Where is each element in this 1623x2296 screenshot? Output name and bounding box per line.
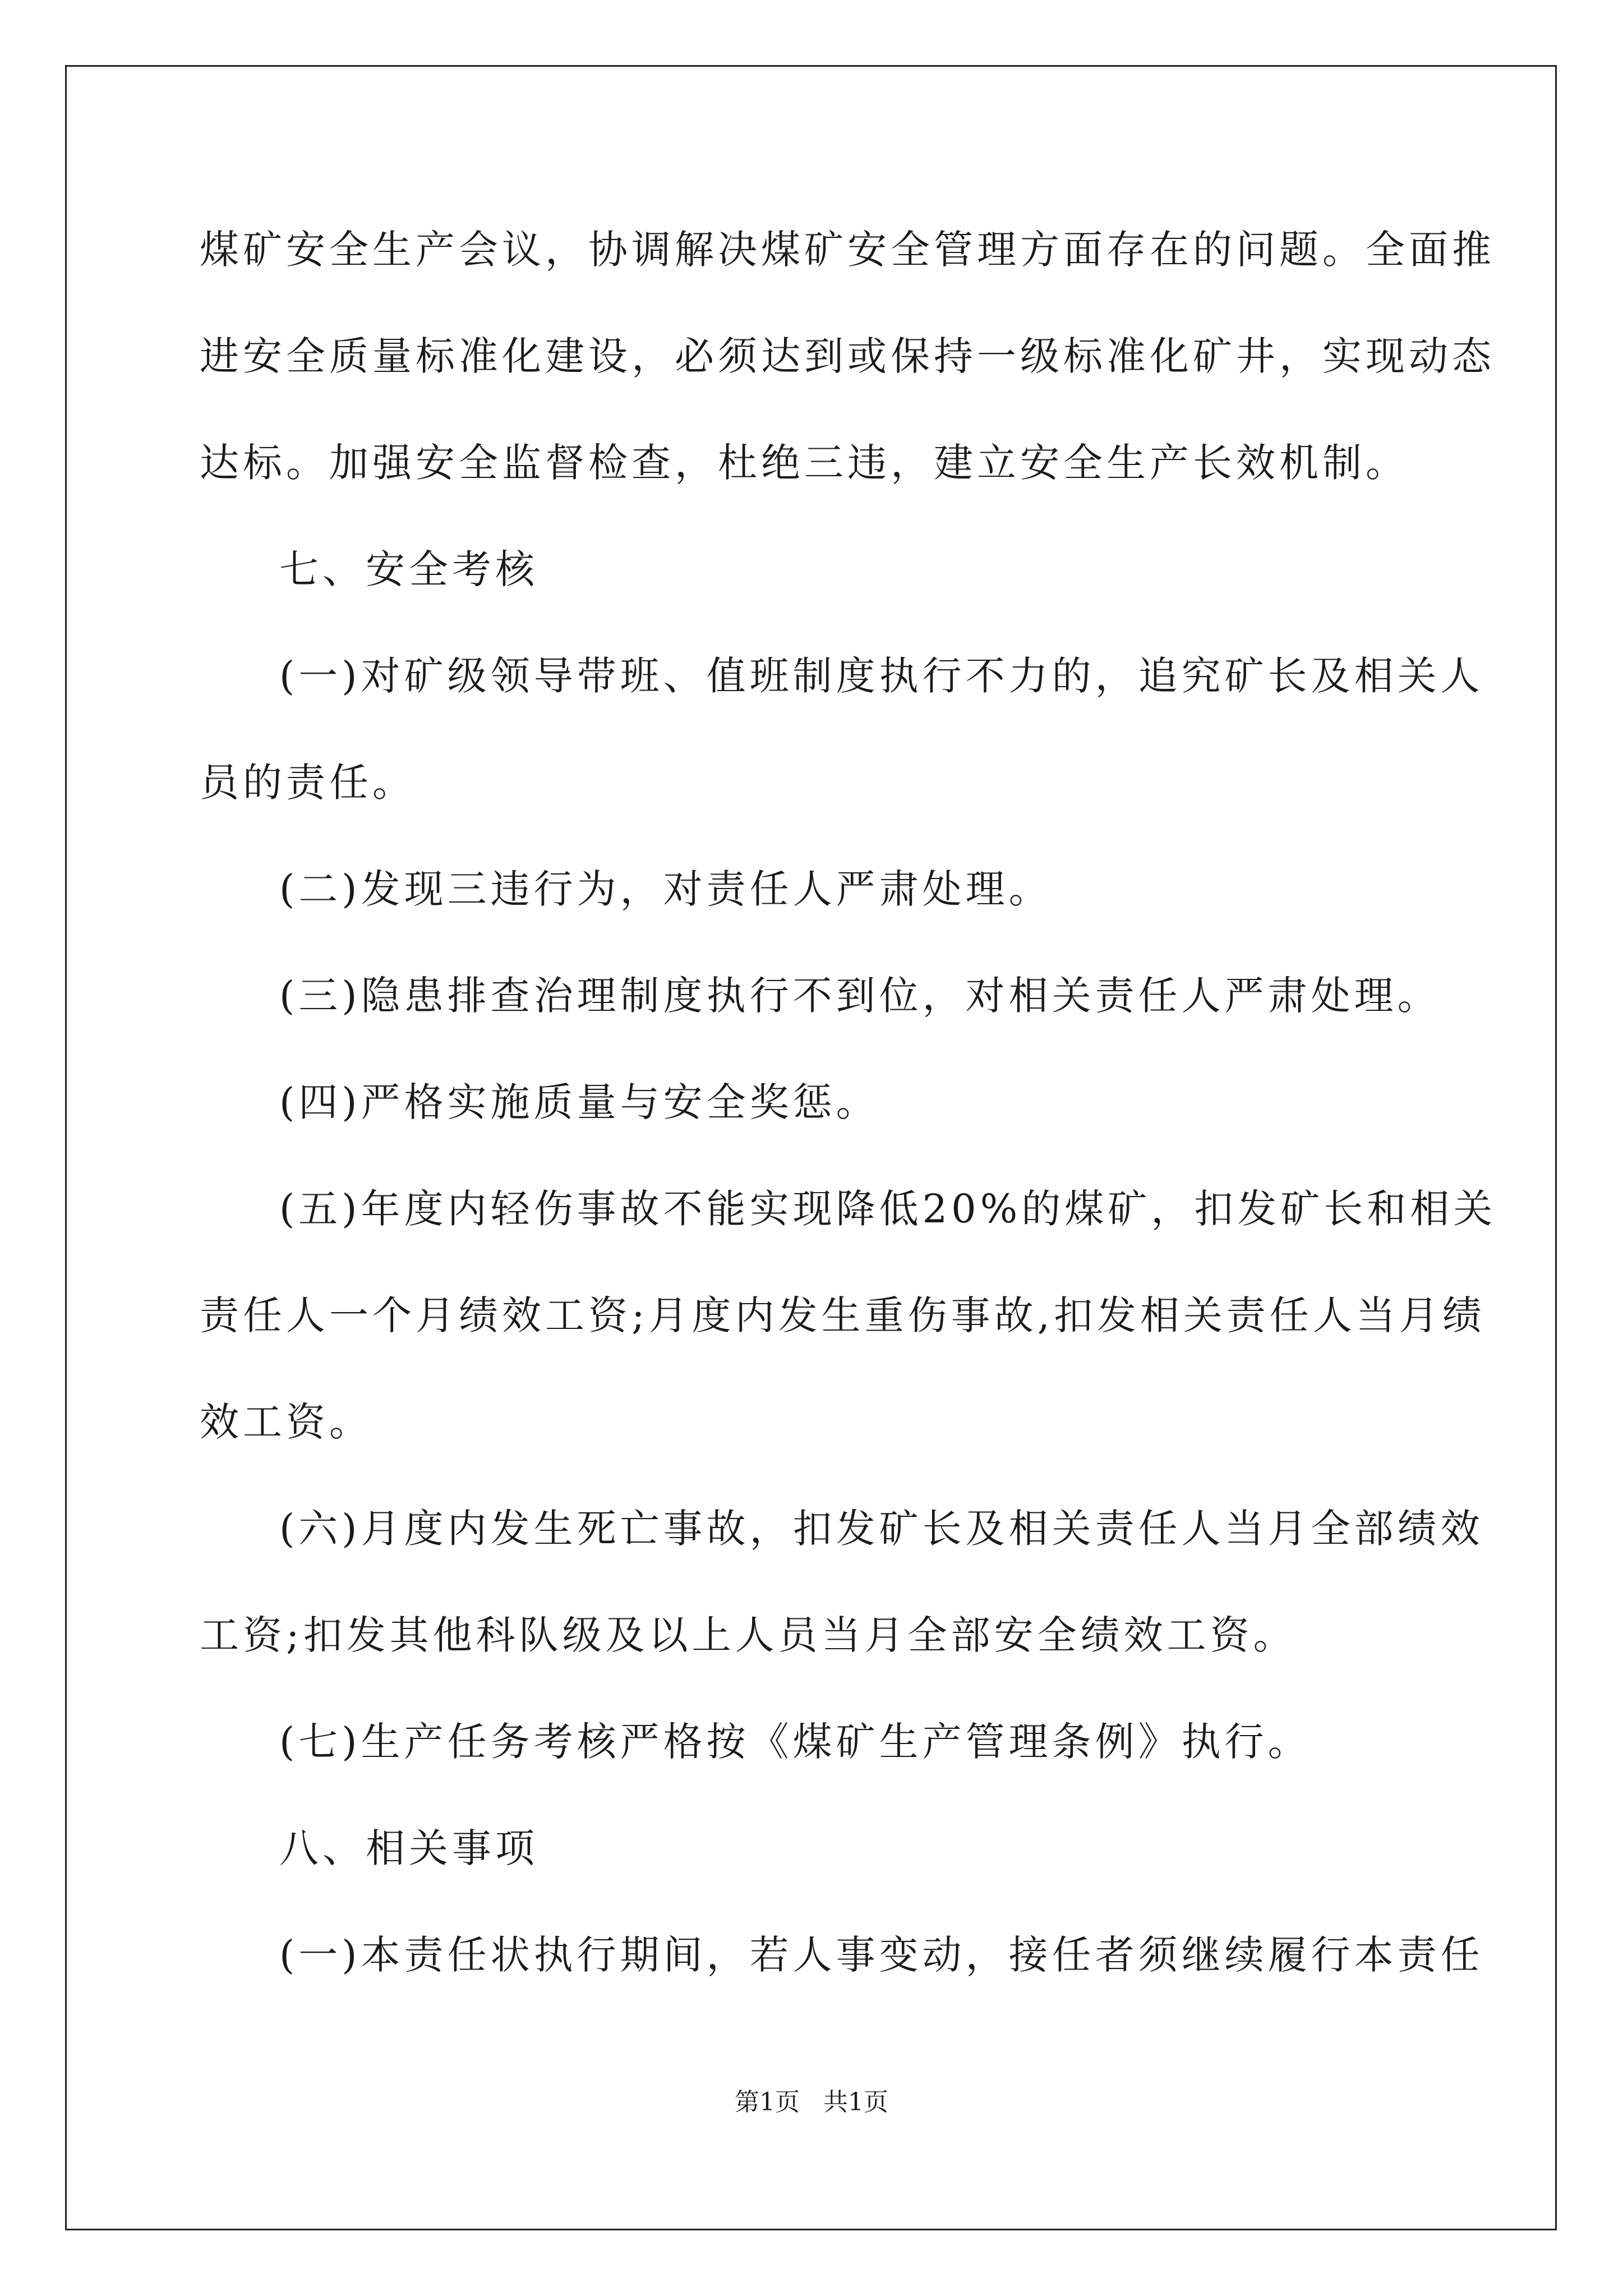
text-line: (七)生产任务考核严格按《煤矿生产管理条例》执行。 — [279, 1719, 1311, 1765]
text-line: (三)隐患排查治理制度执行不到位，对相关责任人严肃处理。 — [279, 973, 1441, 1019]
section-heading: 七、安全考核 — [279, 546, 538, 592]
text-line: (五)年度内轻伤事故不能实现降低20%的煤矿，扣发矿长和相关 — [279, 1186, 1497, 1232]
total-pages: 共1页 — [823, 2088, 888, 2116]
text-line: (六)月度内发生死亡事故，扣发矿长及相关责任人当月全部绩效 — [279, 1506, 1484, 1552]
text-line: 效工资。 — [200, 1399, 372, 1445]
text-line: (二)发现三违行为，对责任人严肃处理。 — [279, 866, 1052, 912]
text-line: 进安全质量标准化建设，必须达到或保持一级标准化矿井，实现动态 — [200, 333, 1495, 379]
page-footer — [0, 2086, 1623, 2119]
text-line: 责任人一个月绩效工资;月度内发生重伤事故,扣发相关责任人当月绩 — [200, 1292, 1486, 1338]
text-line: 工资;扣发其他科队级及以上人员当月全部安全绩效工资。 — [200, 1612, 1297, 1658]
text-line: 煤矿安全生产会议，协调解决煤矿安全管理方面存在的问题。全面推 — [200, 227, 1495, 273]
section-heading: 八、相关事项 — [279, 1825, 538, 1871]
text-line: (四)严格实施质量与安全奖惩。 — [279, 1079, 879, 1125]
page-number: 第1页 — [735, 2088, 800, 2116]
page-border — [65, 65, 1557, 2230]
text-line: (一)本责任状执行期间，若人事变动，接任者须继续履行本责任 — [279, 1932, 1484, 1978]
text-line: (一)对矿级领导带班、值班制度执行不力的，追究矿长及相关人 — [279, 653, 1484, 699]
text-line: 员的责任。 — [200, 760, 416, 806]
text-line: 达标。加强安全监督检查，杜绝三违，建立安全生产长效机制。 — [200, 440, 1409, 486]
